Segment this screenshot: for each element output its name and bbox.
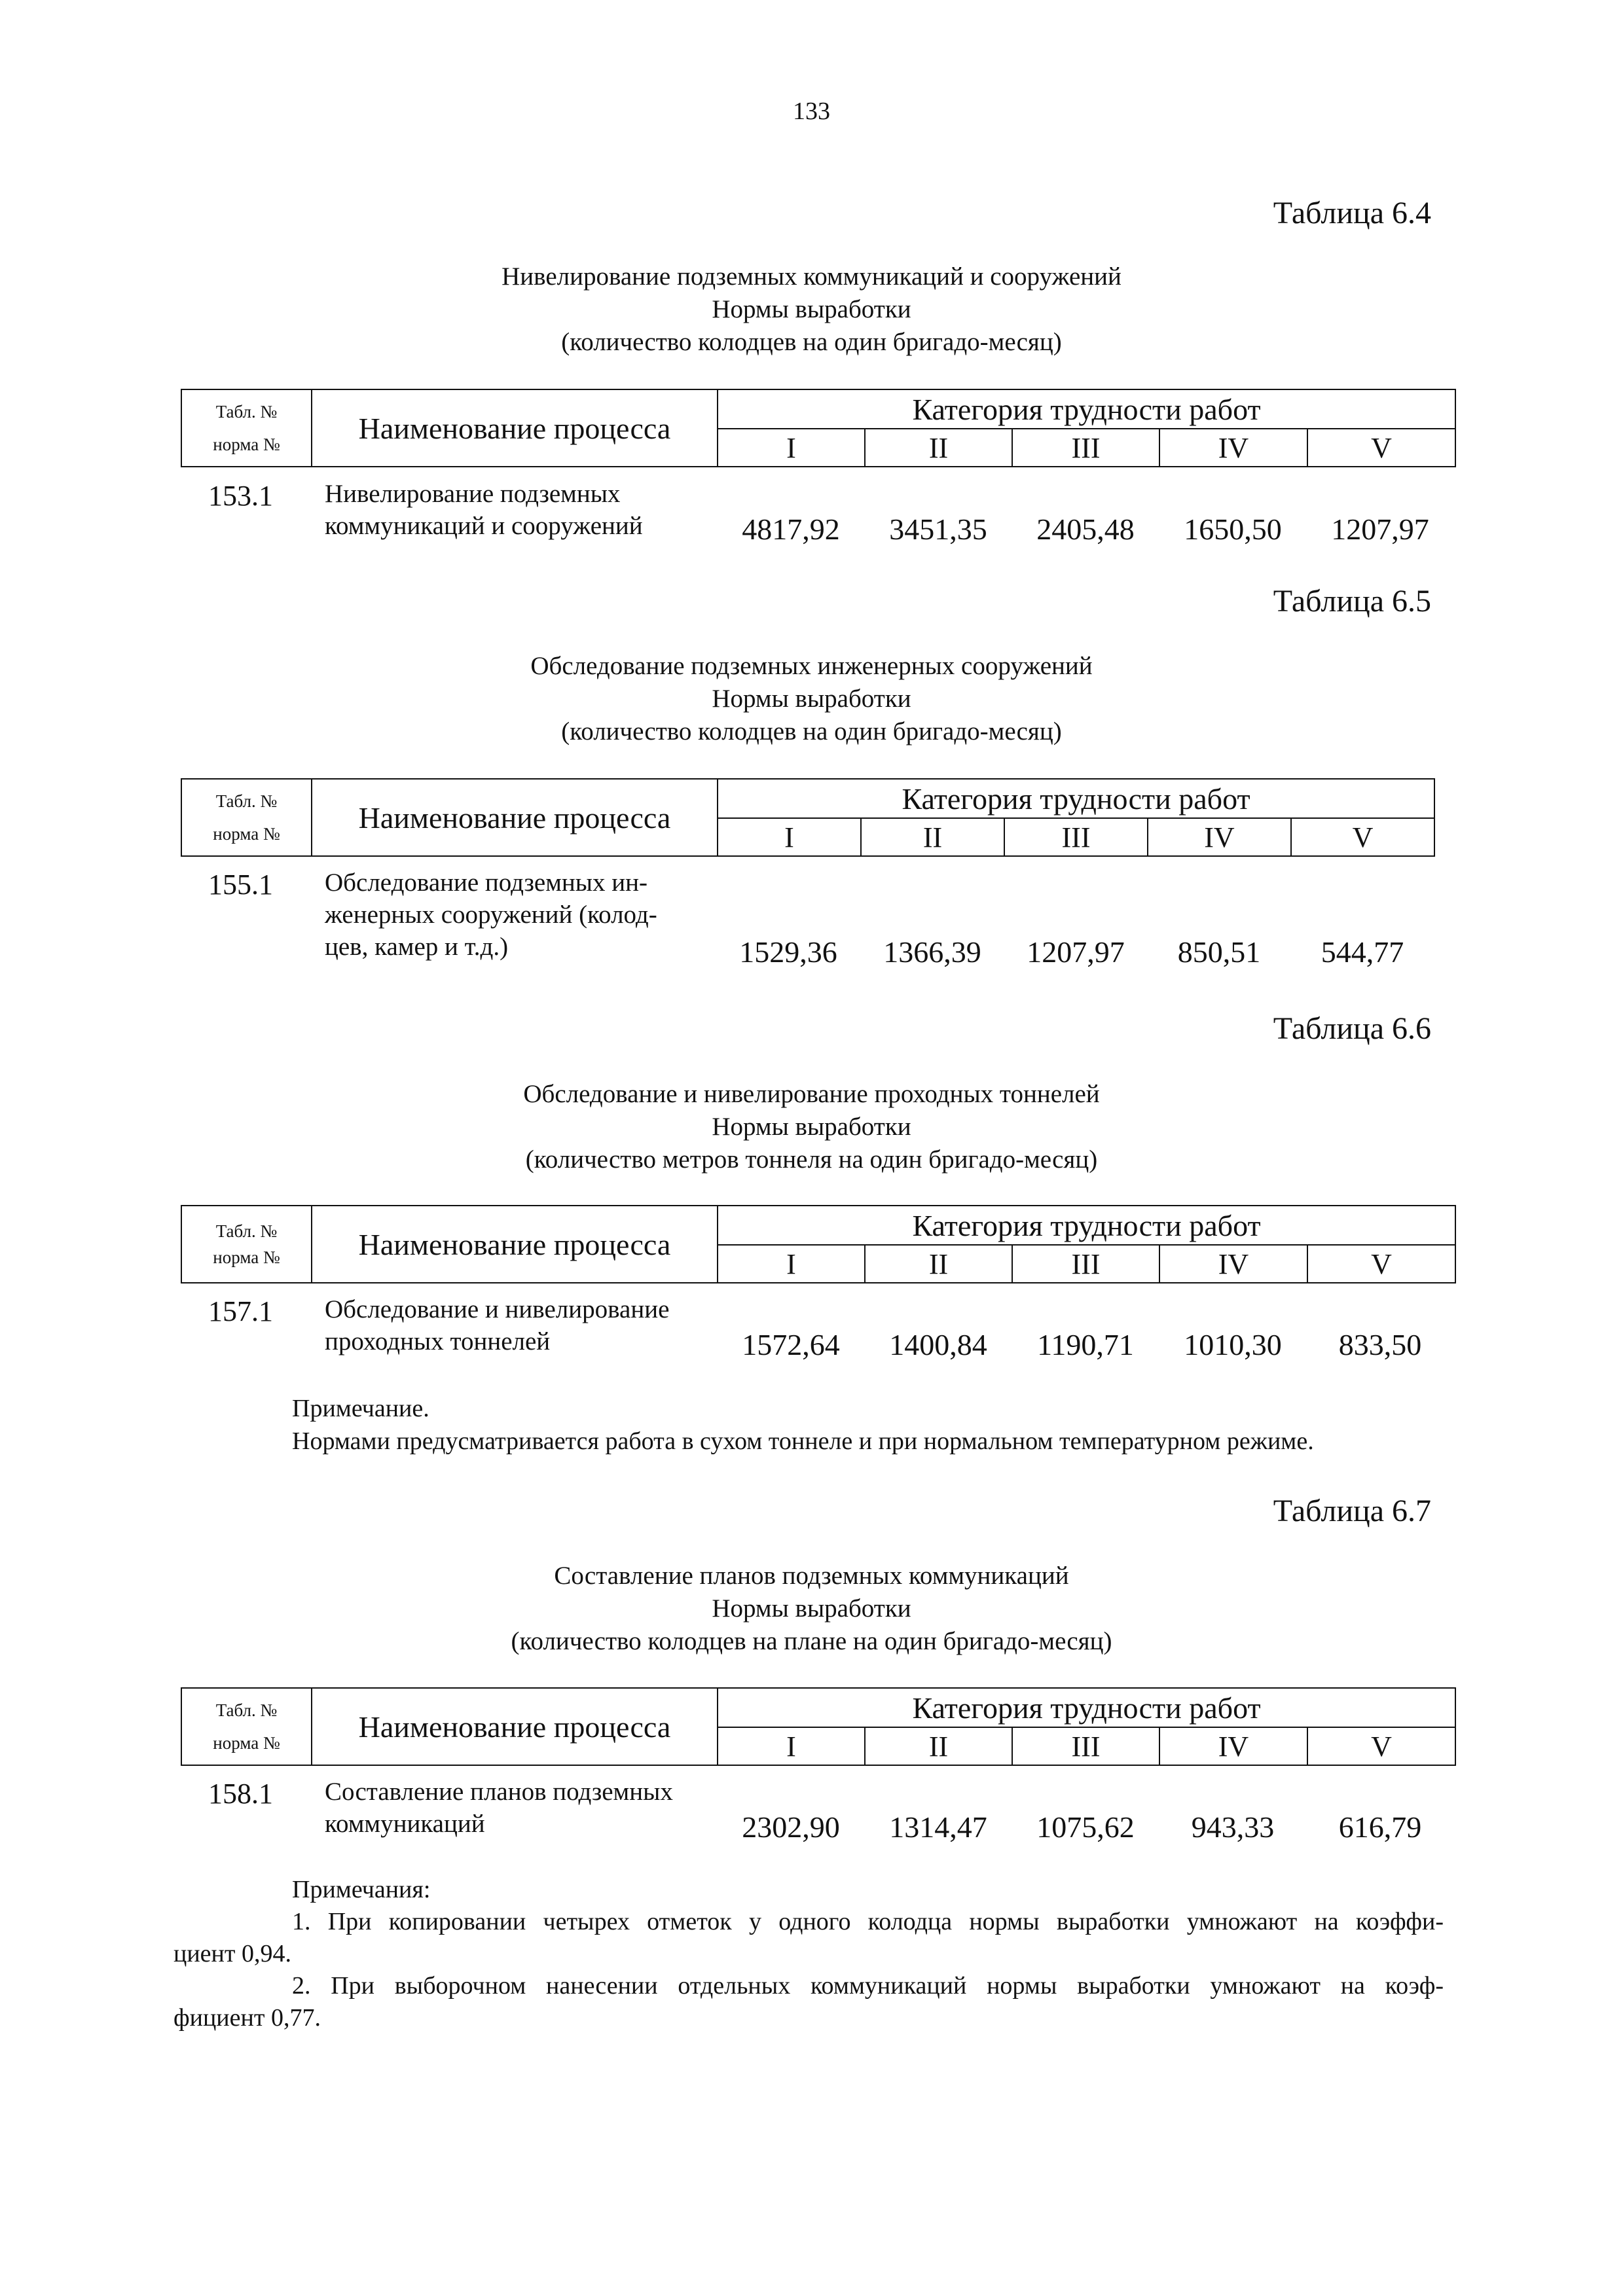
value-cat-i: 2302,90: [742, 1810, 840, 1844]
category-iii: III: [1012, 429, 1159, 467]
caption-subtitle: Нормы выработки: [712, 1594, 911, 1623]
caption-6-4: [0, 260, 1623, 359]
category-iii: III: [1012, 1727, 1159, 1765]
col-number-header: Табл. № норма №: [181, 779, 312, 856]
caption-subtitle: Нормы выработки: [712, 685, 911, 713]
value-cat-ii: 3451,35: [889, 512, 987, 546]
category-ii: II: [865, 1245, 1012, 1283]
table-label-6-6: Таблица 6.6: [1273, 1011, 1431, 1046]
col-number-header: Табл. № норма №: [181, 389, 312, 467]
value-cat-iv: 1010,30: [1184, 1328, 1282, 1361]
col-number-header: Табл. № норма №: [181, 1206, 312, 1283]
caption-subtitle: Нормы выработки: [712, 1113, 911, 1141]
value-cat-i: 4817,92: [742, 512, 840, 546]
value-cat-v: 616,79: [1338, 1810, 1422, 1844]
note-2-line-2: фициент 0,77.: [173, 2004, 321, 2032]
col-category-header: Категория трудности работ: [718, 389, 1455, 429]
table-header-6-4: [181, 389, 1456, 467]
value-cat-v: 544,77: [1321, 935, 1404, 969]
category-ii: II: [861, 818, 1004, 856]
caption-unit: (количество колодцев на плане на один бригадо-месяц): [511, 1627, 1112, 1655]
notes-6-7: [173, 1874, 1444, 2034]
value-cat-i: 1529,36: [739, 935, 837, 969]
col-process-header: Наименование процесса: [312, 779, 718, 856]
note-1-line-1: 1. При копировании четырех отметок у одного колодца нормы выработки умножают на коэффи-: [292, 1908, 1444, 1935]
norm-code: 158.1: [208, 1778, 273, 1810]
value-cat-ii: 1400,84: [889, 1328, 987, 1361]
table-row-6-4: [0, 476, 1623, 562]
category-ii: II: [865, 429, 1012, 467]
table-label-6-7: Таблица 6.7: [1273, 1494, 1431, 1528]
process-name: Нивелирование подземных коммуникаций и сооружений: [325, 480, 643, 540]
value-cat-iv: 943,33: [1191, 1810, 1275, 1844]
value-cat-v: 833,50: [1338, 1328, 1422, 1361]
caption-subtitle: Нормы выработки: [712, 295, 911, 323]
caption-title: Обследование подземных инженерных сооружений: [530, 652, 1093, 680]
table-header-6-5: [181, 778, 1435, 857]
value-cat-iii: 1075,62: [1036, 1810, 1135, 1844]
note-title: Примечание.: [292, 1395, 429, 1422]
note-6-6: [292, 1392, 1314, 1458]
category-iii: III: [1012, 1245, 1159, 1283]
category-i: I: [718, 429, 865, 467]
category-v: V: [1291, 818, 1434, 856]
caption-unit: (количество колодцев на один бригадо-месяц): [561, 717, 1062, 745]
col-category-header: Категория трудности работ: [718, 1206, 1455, 1245]
category-i: I: [718, 1245, 865, 1283]
category-i: I: [718, 1727, 865, 1765]
category-ii: II: [865, 1727, 1012, 1765]
table-header-6-6: [181, 1205, 1456, 1283]
norm-code: 157.1: [208, 1295, 273, 1327]
note-text: Нормами предусматривается работа в сухом тоннеле и при нормальном температурном режиме.: [292, 1427, 1314, 1455]
category-iv: IV: [1148, 818, 1291, 856]
value-cat-i: 1572,64: [742, 1328, 840, 1361]
process-name: Обследование подземных ин- женерных сооружений (колод- цев, камер и т.д.): [325, 869, 657, 961]
note-1-line-2: циент 0,94.: [173, 1940, 291, 1967]
category-v: V: [1307, 1245, 1455, 1283]
col-process-header: Наименование процесса: [312, 1206, 718, 1283]
value-cat-iv: 850,51: [1177, 935, 1261, 969]
category-iv: IV: [1159, 1245, 1307, 1283]
caption-title: Нивелирование подземных коммуникаций и сооружений: [501, 262, 1122, 291]
table-row-6-5: [0, 865, 1623, 983]
caption-title: Обследование и нивелирование проходных тоннелей: [523, 1080, 1100, 1108]
caption-unit: (количество метров тоннеля на один бригадо-месяц): [525, 1145, 1098, 1174]
category-v: V: [1307, 429, 1455, 467]
caption-6-6: [0, 1078, 1623, 1176]
col-category-header: Категория трудности работ: [718, 1688, 1455, 1727]
value-cat-ii: 1314,47: [889, 1810, 987, 1844]
category-i: I: [718, 818, 861, 856]
category-iii: III: [1004, 818, 1148, 856]
table-label-6-4: Таблица 6.4: [1273, 196, 1431, 230]
value-cat-v: 1207,97: [1331, 512, 1429, 546]
col-number-header: Табл. № норма №: [181, 1688, 312, 1765]
table-row-6-6: [0, 1292, 1623, 1377]
norm-code: 155.1: [208, 869, 273, 901]
table-header-6-7: [181, 1687, 1456, 1766]
table-label-6-5: Таблица 6.5: [1273, 584, 1431, 619]
value-cat-iv: 1650,50: [1184, 512, 1282, 546]
col-process-header: Наименование процесса: [312, 1688, 718, 1765]
notes-title: Примечания:: [292, 1876, 431, 1903]
col-process-header: Наименование процесса: [312, 389, 718, 467]
table-row-6-7: [0, 1774, 1623, 1859]
caption-6-7: [0, 1560, 1623, 1658]
process-name: Составление планов подземных коммуникаций: [325, 1778, 673, 1838]
category-iv: IV: [1159, 429, 1307, 467]
process-name: Обследование и нивелирование проходных тоннелей: [325, 1295, 670, 1355]
category-v: V: [1307, 1727, 1455, 1765]
value-cat-iii: 1190,71: [1037, 1328, 1134, 1361]
caption-title: Составление планов подземных коммуникаций: [554, 1562, 1069, 1590]
note-2-line-1: 2. При выборочном нанесении отдельных коммуникаций нормы выработки умножают на коэф-: [292, 1972, 1444, 2000]
value-cat-iii: 1207,97: [1027, 935, 1125, 969]
norm-code: 153.1: [208, 480, 273, 512]
value-cat-iii: 2405,48: [1036, 512, 1135, 546]
page-number: 133: [793, 98, 830, 125]
value-cat-ii: 1366,39: [883, 935, 981, 969]
caption-unit: (количество колодцев на один бригадо-месяц): [561, 328, 1062, 356]
col-category-header: Категория трудности работ: [718, 779, 1434, 818]
caption-6-5: [0, 650, 1623, 748]
category-iv: IV: [1159, 1727, 1307, 1765]
